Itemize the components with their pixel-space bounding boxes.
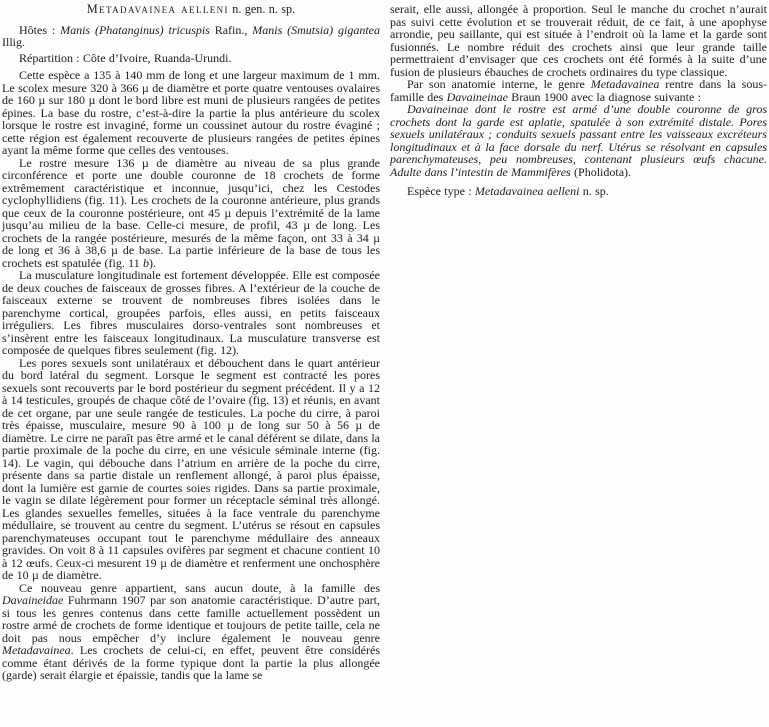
text-run: Davaineinae (446, 89, 508, 104)
text-run: ). (149, 255, 157, 270)
article-title (2, 3, 380, 16)
text-run: Davaineidae (2, 593, 64, 607)
text-run: Metadavainea (2, 643, 71, 657)
text-run: Metadavainea aelleni (86, 2, 229, 16)
musculature-paragraph (2, 269, 380, 357)
subfamily-paragraph (390, 78, 767, 103)
type-species-paragraph (390, 185, 767, 198)
genus-affinities-continuation (390, 3, 767, 78)
text-run: Hôtes : (19, 22, 61, 37)
right-column (390, 3, 767, 727)
text-run: Fuhrmann 1907 par son anatomie caractéristique. D’autre part, si tous les genres contenus dans cette famille actuellement possèdent un rostre armé de crochets de forme identique et toujours de petite taille, cela ne doit pas nous empêcher d’y inclure également le nouveau genre (2, 593, 380, 645)
text-run: Davaineinae dont le rostre est armé d’une double couronne de gros crochets dont la garde est aplatie, spatulée à son extrémité distale. Pores sexuels unilatéraux ; conduits sexuels passant entre les vaisseaux excréteurs longitudinaux et à la face dorsale du nerf. Utérus se résolvant en capsules parenchymateuses, peu nombreuses, contenant plusieurs œufs chacune. Adulte dans l’intestin de Mammifères (390, 102, 767, 179)
text-run: Le rostre mesure 136 µ de diamètre au niveau de sa plus grande circonférence et porte une double couronne de 18 crochets de forme extrêmement caractéristique et inconnue, jusqu’ici, chez les Cestodes cyclophyllidiens (fig. 11). Les crochets de la couronne antérieure, plus grands que ceux de la couronne postérieure, ont 45 µ depuis l’extrémité de la lame jusqu’au milieu de la base. Celle-ci mesure, de profil, 43 µ de long. Les crochets de la rangée postérieure, mesurés de la même façon, ont 33 à 34 µ de long et 36 à 38,6 µ de base. La partie inférieure de la base de tous les crochets est spatulée (fig. 11 (2, 155, 380, 270)
genus-affinities-paragraph (2, 582, 380, 682)
text-run: serait, elle aussi, allongée à proportion. Seul le manche du crochet n’aurait pas suivi cette évolution et se trouverait réduit, de ce fait, à une apophyse arrondie, peu saillante, qui est située à l’endroit où la lame et la garde sont fusionnés. Le nombre réduit des crochets ainsi que leur grande taille permettraient d’envisager que ces crochets ont été formés à la suite d’une fusion de plusieurs ébauches de crochets ordinaires du type classique. (390, 2, 767, 79)
text-run: rentre dans la sous-famille des (390, 77, 767, 104)
text-run: Espèce type : (407, 184, 475, 198)
text-run: b (143, 255, 150, 270)
distribution-paragraph (2, 52, 380, 65)
text-run: Répartition : Côte d’Ivoire, Ruanda-Urundi. (19, 50, 232, 65)
rostellum-hooks-paragraph (2, 157, 380, 270)
species-description-paragraph (2, 69, 380, 157)
diagnosis-paragraph (390, 103, 767, 178)
left-column (2, 3, 380, 727)
text-run: Les pores sexuels sont unilatéraux et débouchent dans le quart antérieur du bord latéral du segment. Lorsque le segment est contracté les pores sexuels sont recouverts par le bord postérieur du segment précédent. Il y a 12 à 14 testicules, groupés de chaque côté de l’ovaire (fig. 13) et réunis, en avant de cet organe, par une seule rangée de testicules. La poche du cirre, à paroi très épaisse, musculaire, mesure 90 à 100 µ de long sur 50 à 56 µ de diamètre. Le cirre ne paraît pas être armé et le canal déférent se dilate, dans la partie proximale de la poche du cirre, en une vésicule séminale interne (fig. 14). Le vagin, qui débouche dans l’atrium en arrière de la poche du cirre, présente dans sa partie distale un renflement allongé, à paroi plus épaisse, dont la lumière est garnie de courtes soies rigides. Dans sa partie proximale, le vagin se dilate légèrement pour former un réceptacle séminal très allongé. Les glandes sexuelles femelles, situées à la face ventrale du parenchyme médullaire, se trouvent au centre du segment. L’utérus se résout en capsules parenchymateuses occupant tout le parenchyme médullaire des anneaux gravides. On voit 8 à 11 capsules ovifères par segment et chacune contient 10 à 12 œufs. Ceux-ci mesurent 19 µ de diamètre et renferment une onchosphère de 10 µ de diamètre. (2, 355, 380, 582)
text-run: Braun 1900 avec la diagnose suivante : (507, 89, 701, 104)
text-run: Par son anatomie interne, le genre (407, 77, 591, 91)
text-run: n. sp. (579, 184, 609, 198)
text-run: Cette espèce a 135 à 140 mm de long et une largeur maximum de 1 mm. Le scolex mesure 320 à 366 µ de diamètre et porte quatre ventouses ovalaires de 160 µ sur 180 µ dont le bord libre est muni de plusieurs rangées de petites épines. La base du rostre, c’est-à-dire la partie la plus antérieure du scolex lorsque le rostre est invaginé, forme un coussinet autour du rostre évaginé ; cette région est également recouverte de plusieurs rangées de petites épines ayant la même forme que celles des ventouses. (2, 68, 380, 157)
hosts-paragraph (2, 24, 380, 49)
text-run: Manis (Smutsia) gigantea (252, 22, 381, 37)
text-run: Metadavainea (590, 77, 660, 91)
genital-anatomy-paragraph (2, 357, 380, 582)
text-run: Ce nouveau genre appartient, sans aucun doute, à la famille des (19, 580, 380, 595)
text-run: (Pholidota). (574, 164, 632, 179)
text-run: . Les crochets de celui-ci, en effet, peuvent être considérés comme étant dérivés de la forme typique dont la partie la plus allongée (garde) serait élargie et épaissie, tandis que la lame se (2, 643, 380, 682)
text-run: Metadavainea aelleni (474, 184, 580, 198)
text-run: n. gen. n. sp. (228, 2, 296, 16)
text-run: Rafin., (209, 22, 253, 37)
text-run: La musculature longitudinale est fortement développée. Elle est composée de deux couches de faisceaux de grosses fibres. A l’extérieur de la couche de faisceaux externe se trouvent de nombreuses fibres isolées dans le parenchyme cortical, groupées parfois, elles aussi, en petits faisceaux irréguliers. Les fibres musculaires dorso-ventrales sont nombreuses et s’insèrent entre les faisceaux longitudinaux. La musculature transverse est composée de quelques fibres seulement (fig. 12). (2, 268, 380, 357)
text-run: Illig. (2, 35, 25, 49)
text-run: Manis (Phatanginus) tricuspis (60, 22, 210, 37)
